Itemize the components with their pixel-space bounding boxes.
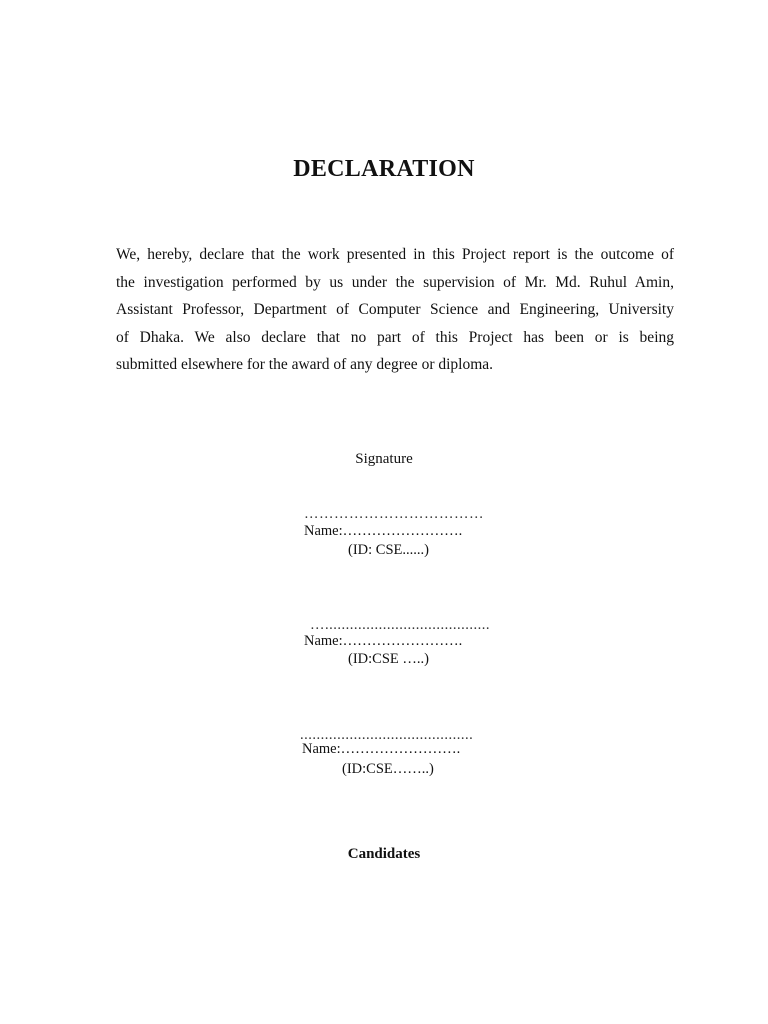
declaration-paragraph [116, 241, 674, 379]
signatory-name: Name:……………………. [304, 523, 463, 539]
paragraph-line: of Dhaka. We also declare that no part of this Project has been or is being [116, 328, 674, 346]
paragraph-line: the investigation performed by us under the supervision of Mr. Md. Ruhul Amin, [116, 273, 674, 291]
paragraph-line: We, hereby, declare that the work presented in this Project report is the outcome of [116, 246, 674, 263]
signatory-id: (ID: CSE......) [348, 542, 429, 558]
paragraph-line: Assistant Professor, Department of Computer Science and Engineering, University [116, 301, 674, 318]
signature-line: ……………………………… [304, 506, 484, 522]
signatory-id: (ID:CSE……..) [342, 761, 434, 777]
signatory-id: (ID:CSE …..) [348, 651, 429, 667]
paragraph-line: submitted elsewhere for the award of any degree or diploma. [116, 356, 494, 373]
signature-label: Signature [355, 451, 413, 467]
signatory-name: Name:……………………. [304, 633, 463, 649]
signatory-name: Name:……………………. [302, 741, 461, 757]
page-title: DECLARATION [293, 156, 475, 182]
signature-line: …........................................ [310, 617, 490, 633]
candidates-label: Candidates [347, 846, 421, 862]
signature-line: .......................................... [300, 727, 474, 743]
